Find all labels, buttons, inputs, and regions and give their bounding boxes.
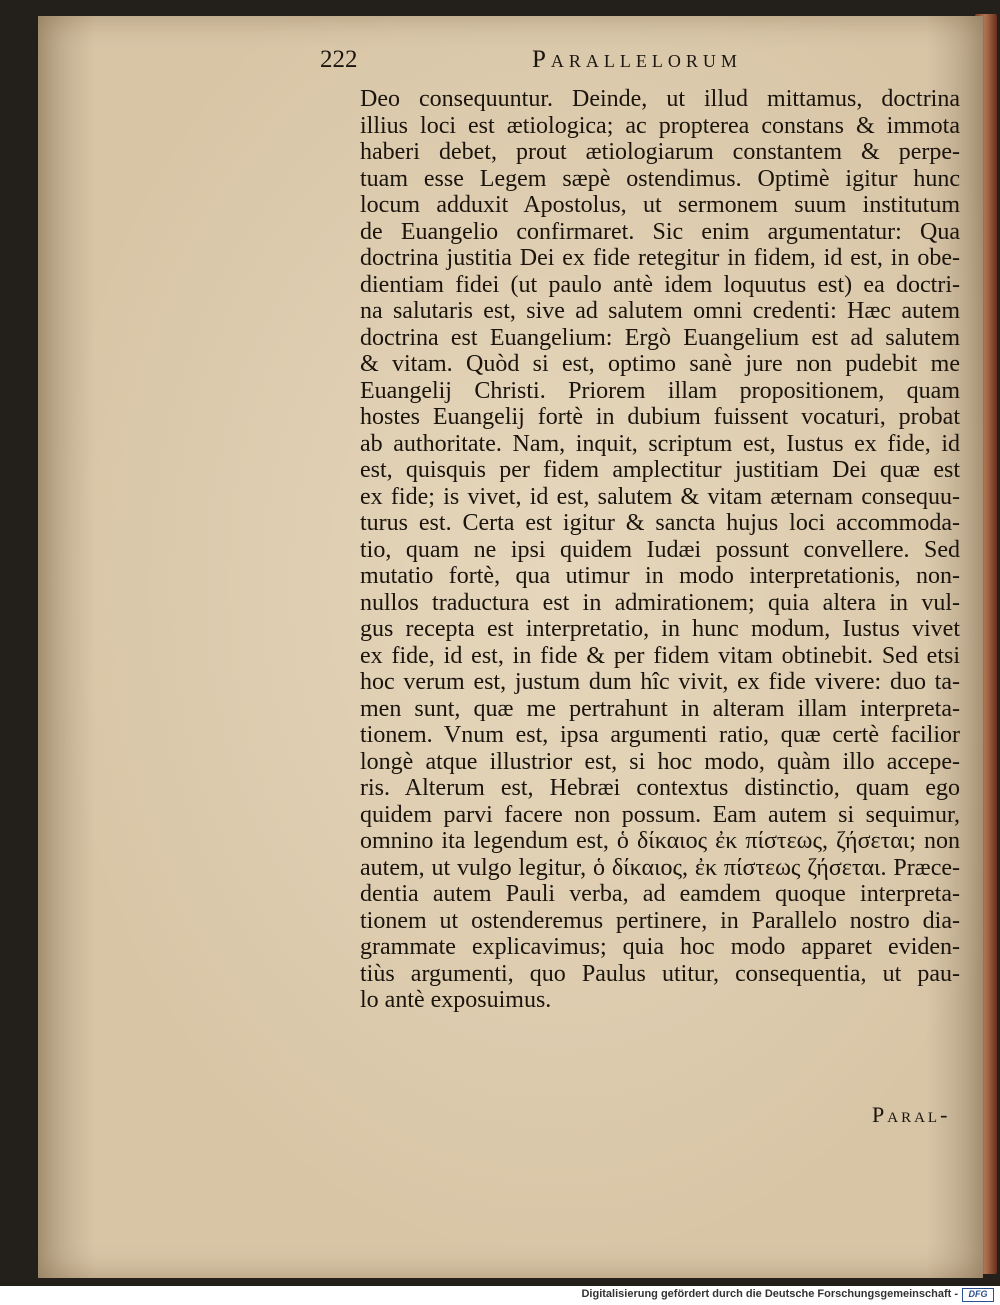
body-text — [360, 86, 960, 1014]
text-line: dientiam fidei (ut paulo antè idem loquutus est) ea doctri- — [360, 271, 960, 298]
credit-text: Digitalisierung gefördert durch die Deutsche Forschungsgemeinschaft - — [581, 1288, 958, 1300]
text-line: tionem. Vnum est, ipsa argumenti ratio, quæ certè facilior — [360, 722, 960, 748]
text-line: haberi debet, prout ætiologiarum constantem & perpe- — [360, 139, 960, 165]
text-line: illius loci est ætiologica; ac propterea constans & immota — [360, 112, 960, 139]
text-line: autem, ut vulgo legitur, ὁ δίκαιος, ἐκ πίστεως ζήσεται. Præce- — [360, 854, 960, 881]
text-line: doctrina justitia Dei ex fide retegitur in fidem, id est, in obe- — [360, 245, 960, 271]
text-line: de Euangelio confirmaret. Sic enim argumentatur: Qua — [360, 218, 960, 245]
text-line: locum adduxit Apostolus, ut sermonem suum institutum — [360, 192, 960, 218]
text-line: omnino ita legendum est, ὁ δίκαιος ἐκ πίστεως, ζήσεται; non — [360, 828, 960, 854]
text-line: doctrina est Euangelium: Ergò Euangelium est ad salutem — [360, 324, 960, 351]
catchword: Paral- — [872, 1102, 951, 1127]
text-line: turus est. Certa est igitur & sancta hujus loci accommoda- — [360, 510, 960, 536]
text-line: hoc verum est, justum dum hîc vivit, ex fide vivere: duo ta- — [360, 669, 960, 695]
text-line: tiùs argumenti, quo Paulus utitur, consequentia, ut pau- — [360, 960, 960, 987]
text-line: ex fide; is vivet, id est, salutem & vitam æternam consequu- — [360, 483, 960, 510]
text-line: ris. Alterum est, Hebræi contextus distinctio, quam ego — [360, 775, 960, 801]
running-head — [320, 46, 920, 80]
text-line: longè atque illustrior est, si hoc modo, quàm illo accepe- — [360, 748, 960, 775]
text-line: men sunt, quæ me pertrahunt in alteram illam interpreta- — [360, 695, 960, 722]
dfg-logo: DFG — [962, 1288, 994, 1302]
text-line: lo antè exposuimus. — [360, 987, 552, 1013]
page-number: 222 — [320, 46, 358, 73]
text-line: mutatio fortè, qua utimur in modo interpretationis, non- — [360, 563, 960, 589]
text-line: tio, quam ne ipsi quidem Iudæi possunt convellere. Sed — [360, 536, 960, 563]
text-line: hostes Euangelij fortè in dubium fuissent vocaturi, probat — [360, 404, 960, 430]
text-line: tionem ut ostenderemus pertinere, in Parallelo nostro dia- — [360, 907, 960, 934]
text-line: Euangelij Christi. Priorem illam propositionem, quam — [360, 377, 960, 404]
text-line: grammate explicavimus; quia hoc modo apparet eviden- — [360, 934, 960, 960]
credit-bar — [0, 1286, 1000, 1305]
text-line: Deo consequuntur. Deinde, ut illud mittamus, doctrina — [360, 86, 960, 112]
text-line: na salutaris est, sive ad salutem omni credenti: Hæc autem — [360, 298, 960, 324]
text-line: ex fide, id est, in fide & per fidem vitam obtinebit. Sed etsi — [360, 642, 960, 669]
text-line: nullos traductura est in admirationem; quia altera in vul- — [360, 589, 960, 616]
text-line: quidem parvi facere non possum. Eam autem si sequimur, — [360, 801, 960, 828]
text-line: & vitam. Quòd si est, optimo sanè jure non pudebit me — [360, 351, 960, 377]
text-line: tuam esse Legem sæpè ostendimus. Optimè igitur hunc — [360, 165, 960, 192]
text-line: ab authoritate. Nam, inquit, scriptum est, Iustus ex fide, id — [360, 430, 960, 457]
text-line: gus recepta est interpretatio, in hunc modum, Iustus vivet — [360, 616, 960, 642]
text-line: est, quisquis per fidem amplectitur justitiam Dei quæ est — [360, 457, 960, 483]
running-title: Parallelorum — [532, 46, 742, 73]
text-line: dentia autem Pauli verba, ad eamdem quoque interpreta- — [360, 881, 960, 907]
